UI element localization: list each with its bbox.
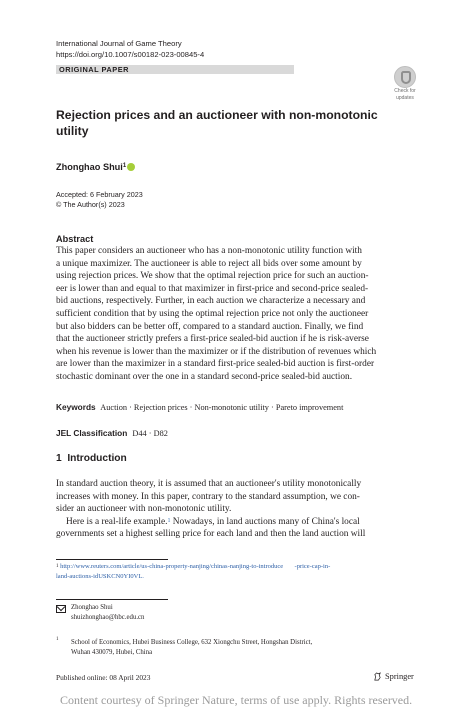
title-line-1: Rejection prices and an auctioneer with non-monotonic [56,108,378,122]
introduction-body [56,478,420,541]
check-for-updates-badge[interactable] [390,66,420,100]
abstract-heading: Abstract [56,234,94,244]
author-affiliation-sup: 1 [122,163,127,169]
article-type-band [56,65,294,74]
footnote-divider [56,559,168,560]
abstract-line: when his revenue is lower than the maximizer or if the distribution of revenues which [56,346,377,357]
journal-name: International Journal of Game Theory [56,39,182,48]
title-line-2: utility [56,124,89,138]
abstract-line: stochastic dominant over the one in a standard second-price sealed-bid auction. [56,371,353,382]
publisher-name: Springer [385,672,414,681]
corresponding-author [71,603,144,623]
abstract-line: that the auctioneer strictly prefers a first-price sealed-bid auction if he is risk-averse [56,334,369,345]
footnote-ref[interactable]: 1 [167,517,171,524]
article-type-label: ORIGINAL PAPER [59,65,129,74]
orcid-icon[interactable] [127,163,135,171]
affiliation-line-2: Wuhan 430079, Hubei, China [71,649,153,656]
article-title [56,107,396,139]
copyright-line: © The Author(s) 2023 [56,200,125,209]
author-line [56,161,135,173]
abstract-line: sufficient condition that by using the optimal rejection price not only the auctioneer [56,308,369,319]
abstract-line: are lower than the maximizer in a standard first-price sealed-bid auction is first-order [56,359,375,370]
check-updates-icon [394,66,416,88]
section-heading-introduction: 1 Introduction [56,453,127,464]
courtesy-notice: Content courtesy of Springer Nature, terms of use apply. Rights reserved. [60,693,413,707]
abstract-line: This paper considers an auctioneer who has a non-monotonic utility function with [56,246,362,256]
contact-email[interactable]: shuizhonghao@hbc.edu.cn [71,614,145,621]
affiliation [71,638,401,658]
journal-header [56,38,204,60]
abstract-line: a unique maximizer. The auctioneer is able to reject all bids over some amount by [56,258,362,269]
article-dates [56,190,143,210]
abstract-line: eer is lower than and equal to that maximizer in first-price and second-price sealed- [56,283,369,294]
affiliation-line-1: School of Economics, Hubei Business College, 632 Xiongchu Street, Hongshan District, [71,639,313,646]
abstract-line: bid auctions, respectively. Further, in each auction we characterize a necessary and [56,296,366,307]
check-updates-text-2: updates [396,94,414,101]
publisher-logo [373,671,414,683]
abstract-body [56,245,420,384]
check-updates-text-1: Check for [394,88,416,94]
author-name[interactable]: Zhonghao Shui [56,162,123,172]
published-online: Published online: 08 April 2023 [56,673,151,682]
intro-text: Here is a real-life example. [66,516,168,527]
doi-link[interactable]: https://doi.org/10.1007/s00182-023-00845-4 [56,50,205,59]
abstract-line: using rejection prices. We show that the optimal rejection price for such an auction- [56,271,369,282]
keywords-text: Auction · Rejection prices · Non-monotonic utility · Pareto improvement [100,403,344,412]
accepted-date: Accepted: 6 February 2023 [56,190,143,199]
footnote-number: 1 [56,564,59,569]
intro-line: In standard auction theory, it is assumed that an auctioneer's utility monotonically [56,479,362,489]
affiliation-number: 1 [56,637,59,642]
contact-name: Zhonghao Shui [71,604,113,611]
jel-line [56,427,168,440]
intro-text: Nowadays, in land auctions many of China's local [170,516,360,527]
contact-divider [56,599,168,600]
keywords-line [56,401,436,414]
intro-line: sider an auctioneer with non-monotonic utility. [56,504,232,515]
keywords-label: Keywords [56,402,96,412]
jel-codes: D44 · D82 [132,429,168,438]
footnote-link-line-1[interactable]: http://www.reuters.com/article/us-china-property-nanjing/chinas-nanjing-to-introduce -price-cap-in- [60,563,331,570]
intro-line: increases with money. In this paper, contrary to the standard assumption, we con- [56,491,360,502]
jel-label: JEL Classification [56,428,128,438]
springer-horse-icon [373,672,382,681]
intro-line [56,516,420,529]
intro-line: governments set a highest selling price for each land and then the land auction will [56,529,366,540]
abstract-line: but also bidders can be better off, compared to a standard auction. Finally, we find [56,321,364,332]
footnote-link-line-2[interactable]: land-auctions-idUSKCN0YI0VL. [56,572,144,580]
envelope-icon [56,605,66,613]
footnote [56,562,426,581]
